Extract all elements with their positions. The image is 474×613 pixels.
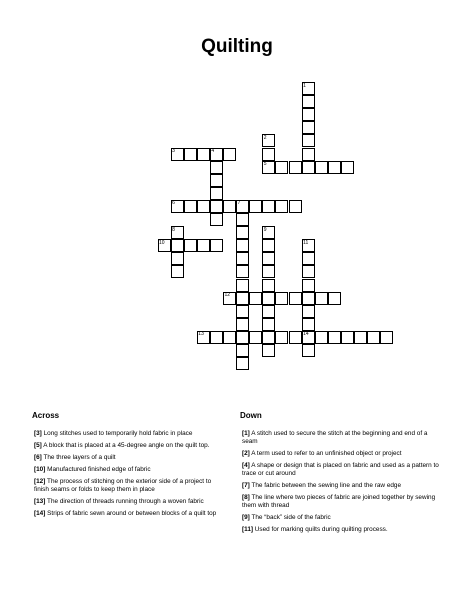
grid-cell[interactable] [223, 331, 236, 344]
grid-cell[interactable] [315, 161, 328, 174]
clue-number: [11] [242, 526, 254, 533]
grid-cell[interactable] [236, 344, 249, 357]
grid-cell[interactable] [236, 292, 249, 305]
clue-number: [12] [34, 478, 46, 485]
grid-cell[interactable] [328, 331, 341, 344]
clue-text: A term used to refer to an unfinished object or project [249, 450, 402, 457]
cell-number: 7 [237, 200, 241, 207]
grid-cell[interactable] [197, 148, 210, 161]
grid-cell[interactable] [302, 318, 315, 331]
grid-cell[interactable] [210, 200, 223, 213]
clue-text: Strips of fabric sewn around or between blocks of a quilt top [45, 510, 217, 517]
grid-cell[interactable] [302, 279, 315, 292]
grid-cell[interactable] [262, 318, 275, 331]
grid-cell[interactable] [223, 200, 236, 213]
clue-text: The direction of threads running through a woven fabric [45, 498, 204, 505]
grid-cell[interactable] [262, 279, 275, 292]
grid-cell[interactable] [354, 331, 367, 344]
grid-cell[interactable] [262, 134, 275, 147]
grid-cell[interactable] [262, 148, 275, 161]
grid-cell[interactable] [262, 331, 275, 344]
grid-cell[interactable] [236, 200, 249, 213]
grid-cell[interactable] [236, 239, 249, 252]
down-clue-9 [240, 514, 440, 522]
clue-number: [6] [34, 454, 42, 461]
grid-cell[interactable] [223, 148, 236, 161]
grid-cell[interactable] [210, 161, 223, 174]
grid-cell[interactable] [289, 292, 302, 305]
grid-cell[interactable] [302, 265, 315, 278]
clue-number: [1] [242, 430, 250, 437]
grid-cell[interactable] [171, 200, 184, 213]
cell-number: 8 [172, 226, 175, 233]
grid-cell[interactable] [302, 292, 315, 305]
cell-number: 3 [172, 148, 175, 154]
clue-number: [9] [242, 514, 250, 521]
clue-number: [14] [34, 510, 46, 517]
grid-cell[interactable] [262, 252, 275, 265]
clue-text: The three layers of a quilt [41, 454, 116, 461]
grid-cell[interactable] [262, 161, 275, 174]
grid-cell[interactable] [289, 200, 302, 213]
grid-cell[interactable] [380, 331, 393, 344]
cell-number: 6 [172, 200, 175, 207]
clue-number: [3] [34, 430, 42, 437]
grid-cell[interactable] [236, 357, 249, 370]
cell-number: 10 [159, 239, 165, 246]
grid-cell[interactable] [302, 305, 315, 318]
grid-cell[interactable] [302, 108, 315, 121]
grid-cell[interactable] [275, 161, 288, 174]
grid-cell[interactable] [302, 252, 315, 265]
down-clue-4 [240, 462, 440, 478]
grid-cell[interactable] [302, 148, 315, 161]
down-heading: Down [240, 411, 262, 420]
across-clue-10 [32, 466, 227, 474]
grid-cell[interactable] [171, 265, 184, 278]
grid-cell[interactable] [223, 292, 236, 305]
clue-text: The fabric between the sewing line and the raw edge [249, 482, 402, 489]
grid-cell[interactable] [197, 331, 210, 344]
puzzle-title: Quilting [201, 36, 273, 57]
cell-number: 1 [303, 82, 306, 89]
cell-number: 12 [224, 292, 231, 299]
grid-cell[interactable] [302, 161, 315, 174]
clue-text: Used for marking quilts during quilting process. [253, 526, 388, 533]
grid-cell[interactable] [236, 252, 249, 265]
grid-cell[interactable] [302, 121, 315, 134]
clue-text: The “back” side of the fabric [249, 514, 331, 521]
across-clue-5 [32, 442, 227, 450]
grid-cell[interactable] [367, 331, 380, 344]
grid-cell[interactable] [315, 292, 328, 305]
grid-cell[interactable] [249, 200, 262, 213]
clue-number: [5] [34, 442, 42, 449]
cell-number: 11 [303, 239, 309, 246]
down-clue-2 [240, 450, 440, 458]
grid-cell[interactable] [197, 239, 210, 252]
across-clue-list [32, 430, 227, 518]
grid-cell[interactable] [158, 239, 171, 252]
grid-cell[interactable] [249, 331, 262, 344]
down-clue-8 [240, 494, 440, 510]
grid-cell[interactable] [236, 265, 249, 278]
cell-number: 14 [303, 331, 309, 338]
down-clues [240, 411, 440, 538]
clue-text: The process of stitching on the exterior side of a project to finish seams or folds to keep them in place [34, 478, 212, 493]
down-clue-1 [240, 430, 440, 446]
grid-cell[interactable] [262, 200, 275, 213]
grid-cell[interactable] [236, 331, 249, 344]
clue-text: A shape or design that is placed on fabric and used as a pattern to trace or cut around [242, 462, 439, 477]
grid-cell[interactable] [210, 148, 223, 161]
grid-cell[interactable] [171, 226, 184, 239]
across-clue-3 [32, 430, 227, 438]
grid-cell[interactable] [184, 239, 197, 252]
clue-number: [8] [242, 494, 250, 501]
grid-cell[interactable] [302, 82, 315, 95]
clue-number: [10] [34, 466, 46, 473]
grid-cell[interactable] [302, 95, 315, 108]
grid-cell[interactable] [315, 331, 328, 344]
grid-cell[interactable] [302, 239, 315, 252]
grid-cell[interactable] [341, 161, 354, 174]
cell-number: 2 [263, 134, 267, 141]
grid-cell[interactable] [171, 252, 184, 265]
grid-cell[interactable] [236, 226, 249, 239]
grid-cell[interactable] [328, 161, 341, 174]
down-clue-7 [240, 482, 440, 490]
grid-cell[interactable] [184, 148, 197, 161]
grid-cell[interactable] [262, 292, 275, 305]
clue-text: Manufactured finished edge of fabric [45, 466, 151, 473]
clue-text: The line where two pieces of fabric are joined together by sewing them with thread [242, 494, 436, 509]
across-clue-6 [32, 454, 227, 462]
clue-number: [13] [34, 498, 46, 505]
cell-number: 9 [263, 226, 267, 233]
grid-cell[interactable] [210, 331, 223, 344]
clue-text: A stitch used to secure the stitch at the beginning and end of a seam [242, 430, 428, 445]
grid-cell[interactable] [236, 305, 249, 318]
down-clue-list [240, 430, 440, 534]
clue-text: Long stitches used to temporarily hold fabric in place [41, 430, 193, 437]
down-clue-11 [240, 526, 440, 534]
grid-cell[interactable] [197, 200, 210, 213]
grid-cell[interactable] [236, 318, 249, 331]
grid-cell[interactable] [236, 213, 249, 226]
grid-cell[interactable] [275, 292, 288, 305]
grid-cell[interactable] [262, 265, 275, 278]
grid-cell[interactable] [210, 239, 223, 252]
grid-cell[interactable] [328, 292, 341, 305]
grid-cell[interactable] [210, 213, 223, 226]
grid-cell[interactable] [249, 292, 262, 305]
grid-cell[interactable] [275, 200, 288, 213]
grid-cell[interactable] [210, 187, 223, 200]
grid-cell[interactable] [236, 279, 249, 292]
grid-cell[interactable] [275, 331, 288, 344]
grid-cell[interactable] [171, 239, 184, 252]
grid-cell[interactable] [302, 134, 315, 147]
clue-number: [4] [242, 462, 250, 469]
grid-cell[interactable] [262, 305, 275, 318]
across-clue-14 [32, 510, 227, 518]
clue-number: [2] [242, 450, 250, 457]
across-heading: Across [32, 411, 60, 420]
cell-number: 13 [198, 331, 204, 338]
clue-text: A block that is placed at a 45-degree angle on the quilt top. [41, 442, 210, 449]
grid-cell[interactable] [302, 344, 315, 357]
grid-cell[interactable] [262, 344, 275, 357]
across-clue-12 [32, 478, 227, 494]
grid-cell[interactable] [262, 226, 275, 239]
across-clue-13 [32, 498, 227, 506]
grid-cell[interactable] [289, 161, 302, 174]
grid-cell[interactable] [302, 331, 315, 344]
grid-cell[interactable] [210, 174, 223, 187]
across-clues [32, 411, 227, 522]
clue-number: [7] [242, 482, 250, 489]
grid-cell[interactable] [341, 331, 354, 344]
grid-cell[interactable] [262, 239, 275, 252]
grid-cell[interactable] [289, 331, 302, 344]
cell-number: 5 [263, 161, 267, 168]
cell-number: 4 [211, 148, 215, 154]
grid-cell[interactable] [184, 200, 197, 213]
grid-cell[interactable] [171, 148, 184, 161]
